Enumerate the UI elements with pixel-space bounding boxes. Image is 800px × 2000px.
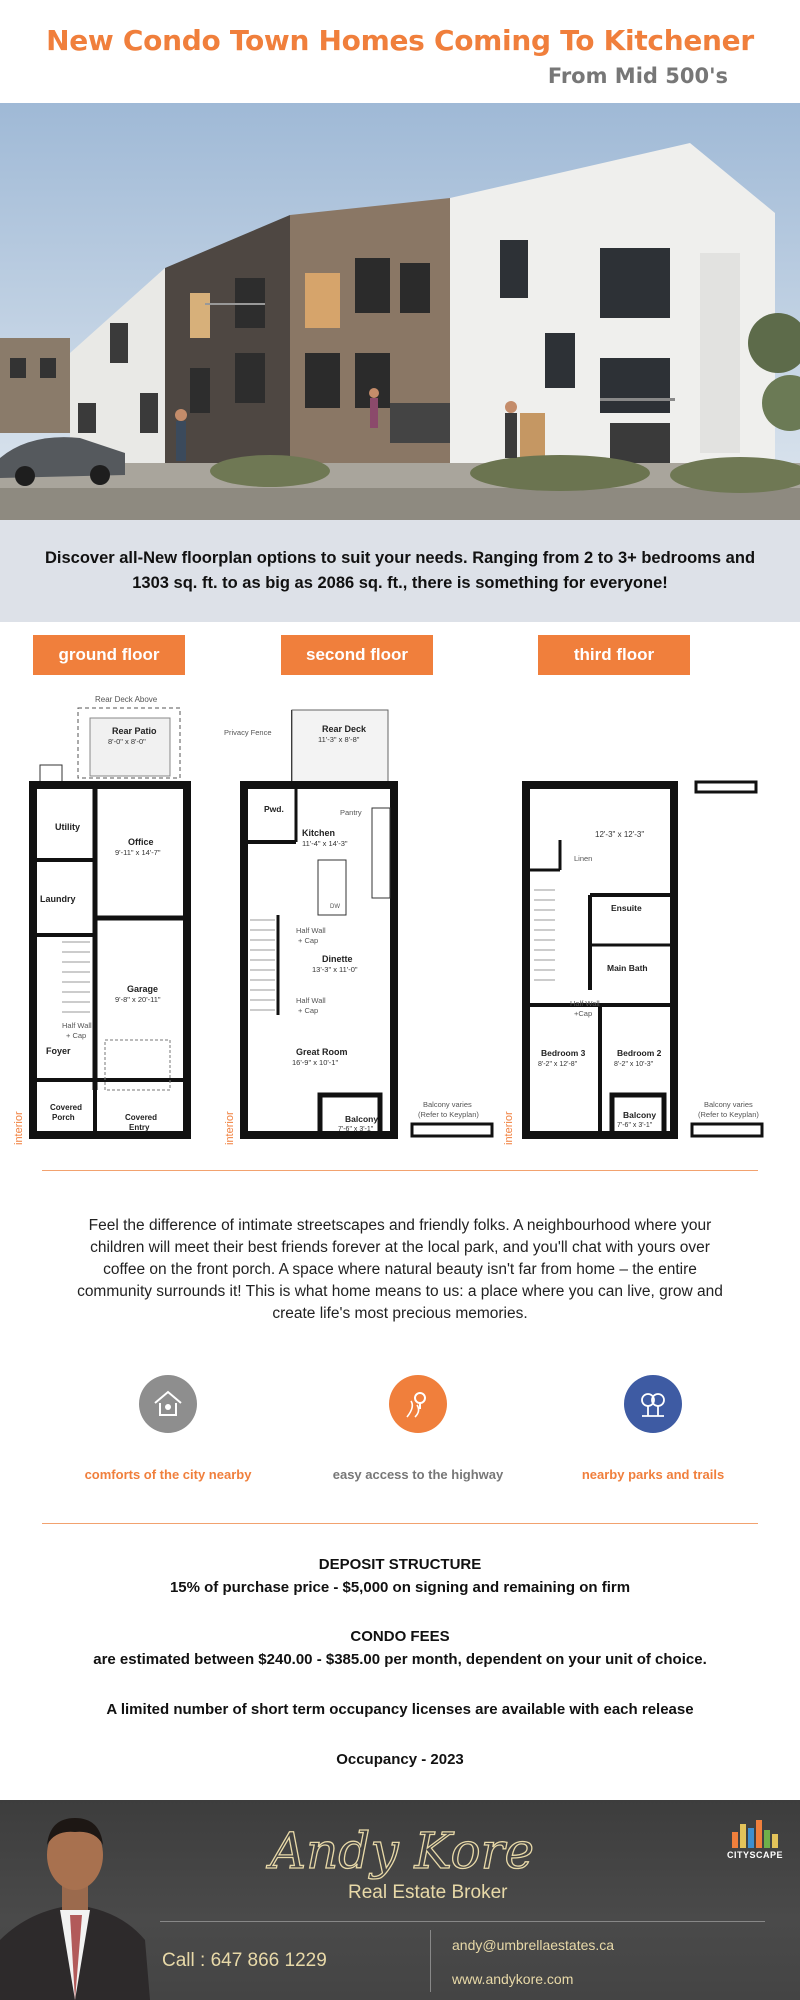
second-floor-plan (224, 710, 492, 1145)
occupancy-text: Occupancy - 2023 (336, 1751, 464, 1768)
highway-icon (389, 1375, 447, 1433)
ground-interior-label: interior (13, 1111, 25, 1145)
section-divider (42, 1170, 758, 1171)
third-balcony-keyplan: (Refer to Keyplan) (698, 1110, 759, 1119)
second-balcony-varies: Balcony varies (423, 1100, 472, 1109)
covered-entry-label-2: Entry (129, 1123, 150, 1132)
dinette-label: Dinette (322, 954, 353, 964)
garage-dim: 9'-8" x 20'-11" (115, 995, 161, 1004)
great-room-label: Great Room (296, 1047, 348, 1057)
rear-deck-above-label: Rear Deck Above (95, 695, 158, 704)
city-comfort-icon (139, 1375, 197, 1433)
intro-text: Discover all-New floorplan options to suit your needs. Ranging from 2 to 3+ bedrooms and 1303 sq. ft. to as big as 2086 sq. ft., there is something for everyone! (44, 549, 756, 592)
pantry-label: Pantry (340, 808, 362, 817)
condo-fees-title: CONDO FEES (350, 1628, 450, 1645)
second-balcony-keyplan: (Refer to Keyplan) (418, 1110, 479, 1119)
great-room-dim: 16'-9" x 10'-1" (292, 1058, 339, 1067)
deposit-text: 15% of purchase price - $5,000 on signing and remaining on firm (169, 1579, 631, 1596)
primary-bedroom-dim: 12'-3" x 12'-3" (595, 830, 645, 839)
dishwasher-label: DW (330, 904, 340, 910)
ground-cap-label: + Cap (66, 1031, 87, 1040)
deposit-title: DEPOSIT STRUCTURE (318, 1556, 482, 1573)
kitchen-dim: 11'-4" x 14'-3" (302, 839, 348, 848)
feature-parks (543, 1375, 763, 1482)
kitchen-label: Kitchen (302, 828, 336, 838)
agent-phone[interactable]: Call : 647 866 1229 (162, 1950, 327, 1971)
third-balcony-varies: Balcony varies (704, 1100, 753, 1109)
second-floor-tab[interactable]: second floor (281, 635, 433, 675)
linen-label: Linen (574, 854, 593, 863)
ground-floor-plan (13, 695, 187, 1145)
third-floor-plan (503, 782, 762, 1145)
third-cap-label: +Cap (574, 1009, 593, 1018)
third-half-wall-label: Half Wall (570, 999, 600, 1008)
ensuite-label: Ensuite (611, 903, 642, 913)
hero-rendering-image (0, 103, 800, 520)
agent-footer (0, 1800, 800, 2000)
second-balcony-dim: 7'-6" x 3'-1" (338, 1126, 374, 1133)
agent-role: Real Estate Broker (348, 1882, 508, 1903)
privacy-fence-label: Privacy Fence (224, 728, 272, 737)
floor-plans (0, 690, 800, 1150)
office-dim: 9'-11" x 14'-7" (115, 848, 161, 857)
powder-room-label: Pwd. (264, 804, 284, 814)
condo-fees-text: are estimated between $240.00 - $385.00 per month, dependent on your unit of choice. (93, 1651, 707, 1668)
foyer-label: Foyer (46, 1046, 71, 1056)
bedroom3-label: Bedroom 3 (541, 1048, 586, 1058)
signature-text: Andy Kore (270, 1822, 535, 1880)
agent-photo (0, 1800, 150, 2000)
bedroom3-dim: 8'-2" x 12'-8" (538, 1061, 578, 1068)
feature-label-city: comforts of the city nearby (84, 1467, 252, 1482)
utility-label: Utility (55, 822, 81, 832)
park-icon (624, 1375, 682, 1433)
rear-deck-dim: 11'-3" x 8'-8" (318, 735, 360, 744)
second-cap-label-2: + Cap (298, 1006, 319, 1015)
third-balcony-dim: 7'-6" x 3'-1" (617, 1122, 653, 1129)
ground-floor-tab[interactable]: ground floor (33, 635, 185, 675)
cityscape-logo (724, 1818, 786, 1868)
page-header (0, 0, 800, 103)
community-description: Feel the difference of intimate streetscapes and friendly folks. A neighbourhood where your children will meet their best friends forever at the local park, and you'll chat with yours over coffee on the front porch. A space where natural beauty isn't far from home – the entire community surrounds it! This is what home means to us: a place where you can live, grow and create life's most precious memories. (77, 1217, 723, 1322)
agent-website[interactable]: www.andykore.com (452, 1971, 574, 1987)
bedroom2-label: Bedroom 2 (617, 1048, 662, 1058)
office-label: Office (128, 837, 154, 847)
second-half-wall-label-2: Half Wall (296, 996, 326, 1005)
rear-patio-dim: 8'-0" x 8'-0" (108, 737, 146, 746)
feature-city (58, 1375, 278, 1482)
intro-banner (0, 520, 800, 622)
second-interior-label: interior (224, 1111, 236, 1145)
second-cap-label-1: + Cap (298, 936, 319, 945)
second-balcony-label: Balcony (345, 1114, 379, 1124)
feature-label-highway: easy access to the highway (332, 1467, 504, 1482)
section-divider-2 (42, 1523, 758, 1524)
third-balcony-label: Balcony (623, 1110, 657, 1120)
agent-signature (265, 1808, 605, 1888)
third-floor-tab[interactable]: third floor (538, 635, 690, 675)
price-subtitle: From Mid 500's (547, 64, 728, 88)
ground-half-wall-label: Half Wall (62, 1021, 92, 1030)
feature-highway (308, 1375, 528, 1482)
covered-porch-label: Covered (50, 1103, 83, 1112)
bedroom2-dim: 8'-2" x 10'-3" (614, 1061, 654, 1068)
feature-label-parks: nearby parks and trails (581, 1467, 725, 1482)
agent-email[interactable]: andy@umbrellaestates.ca (452, 1937, 615, 1953)
dinette-dim: 13'-3" x 11'-0" (312, 965, 358, 974)
covered-entry-label: Covered (125, 1113, 158, 1122)
footer-vertical-divider (430, 1930, 431, 1992)
garage-label: Garage (127, 984, 159, 994)
rear-patio-label: Rear Patio (112, 726, 157, 736)
third-interior-label: interior (503, 1111, 515, 1145)
laundry-label: Laundry (40, 894, 76, 904)
licenses-text: A limited number of short term occupancy licenses are available with each release (106, 1701, 694, 1718)
cityscape-logo-text: CITYSCAPE (726, 1850, 783, 1860)
main-bath-label: Main Bath (607, 963, 648, 973)
second-half-wall-label-1: Half Wall (296, 926, 326, 935)
page-title: New Condo Town Homes Coming To Kitchener (46, 24, 754, 57)
footer-divider (160, 1921, 765, 1922)
covered-porch-label-2: Porch (52, 1113, 75, 1122)
rear-deck-label: Rear Deck (322, 724, 367, 734)
